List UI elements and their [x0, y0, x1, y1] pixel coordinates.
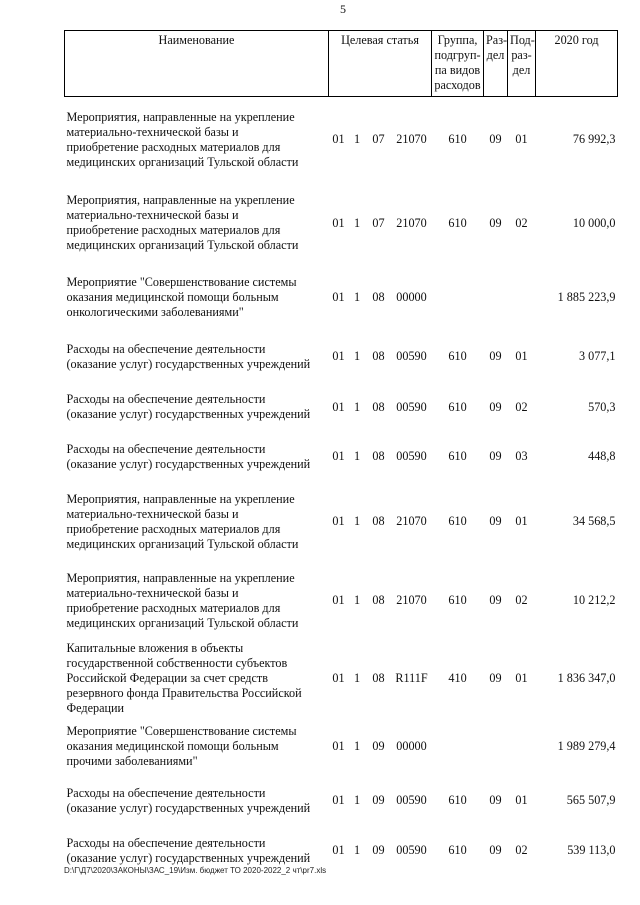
expense-group: [432, 718, 484, 775]
table-row: [65, 640, 618, 718]
target-code-direction: 00000: [396, 738, 427, 753]
target-code-program: 01: [332, 593, 345, 607]
row-name-line: государственной собственности субъектов: [66, 656, 288, 670]
table-header: [65, 31, 618, 97]
row-name-line: прочими заболеваниями": [66, 753, 198, 768]
target-code-direction: 00590: [396, 793, 427, 807]
podrazdel-code: 01: [515, 349, 528, 363]
razdel-code: 09: [489, 593, 502, 607]
target-code-program: 01: [332, 289, 345, 304]
row-name-line: Расходы на обеспечение деятельности: [66, 835, 266, 850]
row-name-line: Мероприятия, направленные на укрепление: [66, 491, 295, 506]
expense-group: 410: [448, 671, 467, 685]
table-row: [65, 775, 618, 827]
row-name: [65, 482, 329, 562]
row-name: [65, 97, 329, 183]
header-razdel-line: дел: [486, 48, 505, 62]
header-podrazdel-line: раз-: [511, 48, 532, 62]
target-code-type: 1: [353, 449, 361, 463]
row-name-line: (оказание услуг) государственных учреждений: [66, 800, 311, 815]
row-name-line: (оказание услуг) государственных учреждений: [66, 850, 311, 865]
header-podrazdel: [508, 31, 536, 97]
razdel-code: 09: [489, 215, 502, 230]
header-name: Наименование: [65, 31, 329, 97]
row-name-line: медицинских организаций Тульской области: [66, 238, 299, 252]
table-row: [65, 482, 618, 562]
target-code-event: 09: [372, 738, 385, 753]
page-number: 5: [340, 2, 346, 16]
razdel-code: 09: [489, 449, 502, 463]
amount-2020: 76 992,3: [572, 132, 616, 147]
podrazdel-code: 02: [515, 399, 528, 414]
amount-2020: 10 000,0: [572, 215, 616, 230]
expense-group: 610: [448, 349, 467, 363]
row-name-line: приобретение расходных материалов для: [66, 223, 281, 237]
target-code-type: 1: [353, 671, 361, 685]
row-name-line: Мероприятие "Совершенствование системы: [66, 723, 297, 738]
amount-2020: 1 989 279,4: [557, 738, 616, 753]
razdel-code: 09: [489, 793, 502, 807]
table-row: [65, 383, 618, 432]
table-row: [65, 432, 618, 482]
header-podrazdel-line: Под-: [510, 33, 535, 47]
target-code-type: 1: [353, 289, 361, 304]
header-razdel-line: Раз-: [486, 33, 508, 47]
row-name: [65, 183, 329, 264]
target-code-direction: 00590: [396, 449, 427, 463]
target-code-program: 01: [332, 514, 345, 528]
target-code-program: 01: [332, 215, 345, 230]
row-name-line: Расходы на обеспечение деятельности: [66, 785, 266, 800]
row-name-line: оказания медицинской помощи больным: [66, 289, 279, 304]
target-code-program: 01: [332, 399, 345, 414]
razdel-code: [484, 718, 508, 775]
amount-2020: 565 507,9: [566, 793, 616, 807]
row-name: [65, 640, 329, 718]
razdel-code: 09: [489, 671, 502, 685]
row-name-line: (оказание услуг) государственных учреждений: [66, 407, 311, 421]
razdel-code: 09: [489, 349, 502, 363]
target-code-type: 1: [353, 843, 361, 857]
podrazdel-code: 01: [515, 793, 528, 807]
target-code-event: 09: [372, 793, 385, 807]
target-code-direction: 21070: [396, 132, 427, 147]
row-name-line: приобретение расходных материалов для: [66, 600, 281, 615]
target-code-direction: 00590: [396, 399, 427, 414]
row-name-line: Мероприятия, направленные на укрепление: [66, 193, 295, 207]
expense-group: 610: [448, 843, 467, 857]
target-code-event: 08: [372, 593, 385, 607]
header-group-line: па видов: [434, 63, 481, 77]
target-code-type: 1: [353, 349, 361, 363]
header-target-article: Целевая статья: [329, 31, 432, 97]
row-name-line: (оказание услуг) государственных учреждений: [66, 356, 311, 371]
table-row: [65, 331, 618, 383]
razdel-code: 09: [489, 132, 502, 147]
file-path: D:\Г\Д7\2020\ЗАКОНЫ\ЗАС_19\Изм. бюджет ТО 2020-2022_2 чт\pr7.xls: [64, 866, 327, 875]
row-name-line: медицинских организаций Тульской области: [66, 615, 299, 630]
row-name-line: материально-технической базы и: [66, 506, 239, 521]
amount-2020: 1 836 347,0: [557, 671, 616, 685]
row-name-line: Федерации: [66, 701, 125, 715]
podrazdel-code: 01: [515, 514, 528, 528]
amount-2020: 570,3: [588, 399, 616, 414]
razdel-code: 09: [489, 843, 502, 857]
row-name-line: оказания медицинской помощи больным: [66, 738, 279, 753]
expense-group: 610: [448, 593, 467, 607]
row-name-line: Мероприятие "Совершенствование системы: [66, 274, 297, 289]
header-podrazdel-line: дел: [512, 63, 531, 77]
target-code-event: 09: [372, 843, 385, 857]
target-code-program: 01: [332, 793, 345, 807]
target-code-direction: R111F: [395, 671, 428, 685]
table-row: [65, 562, 618, 640]
target-code-type: 1: [353, 738, 361, 753]
target-code-direction: 21070: [396, 514, 427, 528]
razdel-code: 09: [489, 399, 502, 414]
row-name: [65, 331, 329, 383]
podrazdel-code: 03: [515, 449, 528, 463]
amount-2020: 34 568,5: [572, 514, 616, 528]
amount-2020: 1 885 223,9: [557, 289, 616, 304]
target-code-program: 01: [332, 132, 345, 147]
header-group-line: расходов: [434, 78, 481, 92]
target-code-direction: 00590: [396, 349, 427, 363]
target-code-program: 01: [332, 671, 345, 685]
target-code-event: 08: [372, 671, 385, 685]
amount-2020: 448,8: [588, 449, 616, 463]
target-code-program: 01: [332, 449, 345, 463]
row-name: [65, 775, 329, 827]
row-name-line: приобретение расходных материалов для: [66, 139, 281, 154]
target-code-event: 08: [372, 349, 385, 363]
row-name-line: Мероприятия, направленные на укрепление: [66, 109, 295, 124]
header-group-line: подгруп-: [434, 48, 481, 62]
expense-group: 610: [448, 793, 467, 807]
target-code-direction: 00590: [396, 843, 427, 857]
table-row: [65, 183, 618, 264]
target-code-event: 07: [372, 132, 385, 147]
target-code-type: 1: [353, 399, 361, 414]
podrazdel-code: 02: [515, 843, 528, 857]
table-body: [65, 97, 618, 875]
budget-table: [64, 30, 618, 875]
row-name-line: Мероприятия, направленные на укрепление: [66, 570, 295, 585]
target-code-event: 08: [372, 514, 385, 528]
podrazdel-code: [508, 264, 536, 331]
row-name-line: Капитальные вложения в объекты: [66, 641, 244, 655]
target-code-event: 08: [372, 289, 385, 304]
table-row: [65, 718, 618, 775]
row-name: [65, 562, 329, 640]
target-code-type: 1: [353, 514, 361, 528]
row-name-line: медицинских организаций Тульской области: [66, 536, 299, 551]
target-code-type: 1: [353, 132, 361, 147]
header-razdel: [484, 31, 508, 97]
row-name-line: Российской Федерации за счет средств: [66, 671, 269, 685]
row-name-line: Расходы на обеспечение деятельности: [66, 341, 266, 356]
podrazdel-code: 01: [515, 671, 528, 685]
row-name: [65, 383, 329, 432]
target-code-direction: 00000: [396, 289, 427, 304]
target-code-type: 1: [353, 593, 361, 607]
target-code-program: 01: [332, 349, 345, 363]
row-name-line: приобретение расходных материалов для: [66, 521, 281, 536]
row-name-line: Расходы на обеспечение деятельности: [66, 392, 266, 406]
razdel-code: [484, 264, 508, 331]
row-name-line: материально-технической базы и: [66, 124, 239, 139]
table-row: [65, 264, 618, 331]
header-group: [432, 31, 484, 97]
target-code-event: 07: [372, 215, 385, 230]
target-code-program: 01: [332, 843, 345, 857]
row-name-line: (оказание услуг) государственных учреждений: [66, 456, 311, 471]
row-name-line: резервного фонда Правительства Российской: [66, 686, 302, 700]
expense-group: 610: [448, 449, 467, 463]
podrazdel-code: 01: [515, 132, 528, 147]
target-code-direction: 21070: [396, 215, 427, 230]
row-name: [65, 264, 329, 331]
table-row: [65, 97, 618, 183]
row-name-line: материально-технической базы и: [66, 208, 239, 222]
row-name-line: онкологическими заболеваниями": [66, 304, 244, 319]
podrazdel-code: 02: [515, 215, 528, 230]
target-code-program: 01: [332, 738, 345, 753]
expense-group: [432, 264, 484, 331]
row-name-line: материально-технической базы и: [66, 585, 239, 600]
row-name-line: медицинских организаций Тульской области: [66, 154, 299, 169]
target-code-event: 08: [372, 399, 385, 414]
header-group-line: Группа,: [437, 33, 478, 47]
podrazdel-code: [508, 718, 536, 775]
amount-2020: 10 212,2: [572, 593, 616, 607]
expense-group: 610: [448, 215, 467, 230]
target-code-type: 1: [353, 793, 361, 807]
expense-group: 610: [448, 399, 467, 414]
row-name-line: Расходы на обеспечение деятельности: [66, 441, 266, 456]
podrazdel-code: 02: [515, 593, 528, 607]
amount-2020: 3 077,1: [578, 349, 616, 363]
target-code-event: 08: [372, 449, 385, 463]
amount-2020: 539 113,0: [567, 843, 616, 857]
row-name: [65, 432, 329, 482]
expense-group: 610: [448, 132, 467, 147]
razdel-code: 09: [489, 514, 502, 528]
target-code-direction: 21070: [396, 593, 427, 607]
expense-group: 610: [448, 514, 467, 528]
row-name: [65, 718, 329, 775]
header-year: 2020 год: [536, 31, 618, 97]
target-code-type: 1: [353, 215, 361, 230]
